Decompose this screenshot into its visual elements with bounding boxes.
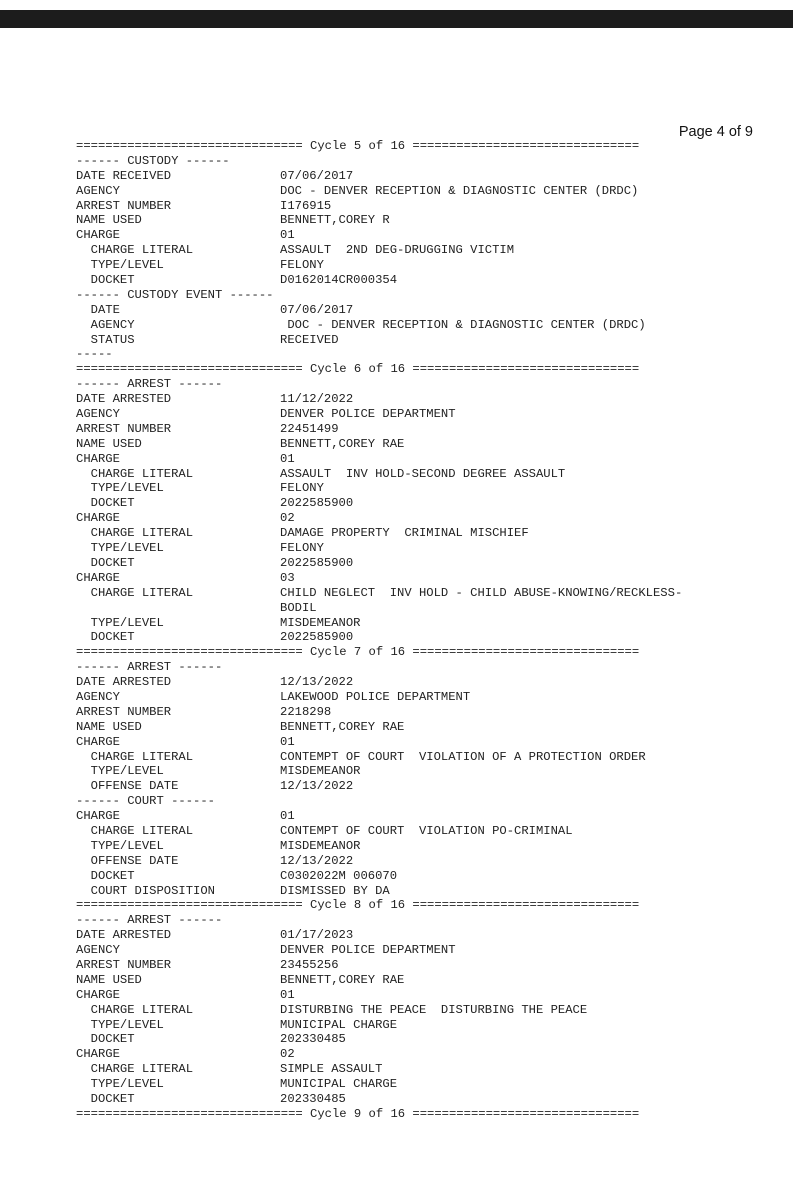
field-value: CONTEMPT OF COURT VIOLATION PO-CRIMINAL bbox=[280, 823, 573, 838]
field-value: 12/13/2022 bbox=[280, 675, 354, 690]
field-label: AGENCY bbox=[76, 407, 120, 422]
field-label: DATE ARRESTED bbox=[76, 928, 172, 943]
field-label: DOCKET bbox=[76, 1032, 135, 1047]
field-label: CHARGE LITERAL bbox=[76, 585, 194, 600]
field-label: STATUS bbox=[76, 332, 135, 347]
report-field-row bbox=[76, 481, 781, 496]
report-field-row bbox=[76, 303, 781, 318]
field-label: ARREST NUMBER bbox=[76, 421, 172, 436]
field-label: TYPE/LEVEL bbox=[76, 541, 164, 556]
report-field-row bbox=[76, 392, 781, 407]
cycle-separator bbox=[76, 139, 781, 154]
page-number: Page 4 of 9 bbox=[678, 124, 753, 140]
section-header-text: ------ COURT ------ bbox=[76, 794, 215, 809]
report-field-row bbox=[76, 496, 781, 511]
section-header-text: ----- bbox=[76, 347, 113, 362]
report-field-row bbox=[76, 199, 781, 214]
field-label: DOCKET bbox=[76, 273, 135, 288]
report-field-row bbox=[76, 764, 781, 779]
field-value: 11/12/2022 bbox=[280, 392, 354, 407]
report-field-row bbox=[76, 1032, 781, 1047]
field-value: DAMAGE PROPERTY CRIMINAL MISCHIEF bbox=[280, 526, 529, 541]
cycle-separator-text: =============================== Cycle 8 of 16 =============================== bbox=[76, 898, 640, 913]
field-label: CHARGE bbox=[76, 809, 120, 824]
field-value: DOC - DENVER RECEPTION & DIAGNOSTIC CENTER (DRDC) bbox=[280, 183, 639, 198]
report-field-row bbox=[76, 1047, 781, 1062]
cycle-separator-text: =============================== Cycle 6 of 16 =============================== bbox=[76, 362, 640, 377]
field-value: 23455256 bbox=[280, 957, 339, 972]
field-value: 02 bbox=[280, 1047, 295, 1062]
report-field-row bbox=[76, 705, 781, 720]
section-header bbox=[76, 913, 781, 928]
field-label: NAME USED bbox=[76, 719, 142, 734]
report-field-row bbox=[76, 452, 781, 467]
cycle-separator-text: =============================== Cycle 5 of 16 =============================== bbox=[76, 139, 640, 153]
field-label: TYPE/LEVEL bbox=[76, 1017, 164, 1032]
field-label: NAME USED bbox=[76, 436, 142, 451]
field-label: AGENCY bbox=[76, 689, 120, 704]
criminal-history-report bbox=[76, 139, 781, 1122]
field-value: LAKEWOOD POLICE DEPARTMENT bbox=[280, 689, 471, 704]
field-label: TYPE/LEVEL bbox=[76, 615, 164, 630]
report-field-row bbox=[76, 839, 781, 854]
field-value: 01 bbox=[280, 987, 295, 1002]
cycle-separator bbox=[76, 1107, 781, 1122]
report-field-row bbox=[76, 675, 781, 690]
cycle-separator bbox=[76, 645, 781, 660]
report-field-row bbox=[76, 735, 781, 750]
report-field-row bbox=[76, 511, 781, 526]
report-field-row bbox=[76, 169, 781, 184]
report-field-row bbox=[76, 1018, 781, 1033]
field-value: 01 bbox=[280, 228, 295, 243]
field-value: 12/13/2022 bbox=[280, 853, 354, 868]
field-value: 2218298 bbox=[280, 704, 332, 719]
section-header bbox=[76, 377, 781, 392]
section-header-text: ------ CUSTODY EVENT ------ bbox=[76, 287, 274, 302]
field-label: DOCKET bbox=[76, 496, 135, 511]
report-field-row bbox=[76, 928, 781, 943]
field-value: C0302022M 006070 bbox=[280, 868, 398, 883]
report-field-row bbox=[76, 601, 781, 616]
section-header bbox=[76, 154, 781, 169]
report-field-row bbox=[76, 556, 781, 571]
field-label: CHARGE bbox=[76, 734, 120, 749]
field-label: ARREST NUMBER bbox=[76, 704, 172, 719]
field-label: CHARGE LITERAL bbox=[76, 526, 194, 541]
field-value: I176915 bbox=[280, 198, 332, 213]
field-value: FELONY bbox=[280, 541, 324, 556]
field-label: AGENCY bbox=[76, 317, 135, 332]
field-value: 01/17/2023 bbox=[280, 928, 354, 943]
field-value: RECEIVED bbox=[280, 332, 339, 347]
report-field-row bbox=[76, 467, 781, 482]
field-value: 202330485 bbox=[280, 1092, 346, 1106]
field-value: DENVER POLICE DEPARTMENT bbox=[280, 407, 456, 422]
field-value: BENNETT,COREY RAE bbox=[280, 972, 405, 987]
field-value: D0162014CR000354 bbox=[280, 273, 398, 288]
field-label: CHARGE LITERAL bbox=[76, 466, 194, 481]
report-field-row bbox=[76, 243, 781, 258]
field-value: 202330485 bbox=[280, 1032, 346, 1047]
report-field-row bbox=[76, 720, 781, 735]
field-label: CHARGE bbox=[76, 451, 120, 466]
field-value: 2022585900 bbox=[280, 630, 354, 645]
field-value: CHILD NEGLECT INV HOLD - CHILD ABUSE-KNOWING/RECKLESS- bbox=[280, 585, 683, 600]
section-header bbox=[76, 347, 781, 362]
report-field-row bbox=[76, 1092, 781, 1107]
report-field-row bbox=[76, 884, 781, 899]
field-value: 01 bbox=[280, 451, 295, 466]
report-field-row bbox=[76, 318, 781, 333]
field-value: FELONY bbox=[280, 481, 324, 496]
field-value: 01 bbox=[280, 809, 295, 824]
field-label: DATE ARRESTED bbox=[76, 675, 172, 690]
report-field-row bbox=[76, 184, 781, 199]
field-value: 22451499 bbox=[280, 421, 339, 436]
field-label: DOCKET bbox=[76, 555, 135, 570]
section-header bbox=[76, 794, 781, 809]
report-field-row bbox=[76, 228, 781, 243]
field-value: 02 bbox=[280, 511, 295, 526]
report-field-row bbox=[76, 690, 781, 705]
field-value: MISDEMEANOR bbox=[280, 764, 361, 779]
field-value: 07/06/2017 bbox=[280, 302, 354, 317]
cycle-separator-text: =============================== Cycle 7 of 16 =============================== bbox=[76, 645, 640, 660]
field-label: TYPE/LEVEL bbox=[76, 1077, 164, 1092]
report-field-row bbox=[76, 809, 781, 824]
field-label: TYPE/LEVEL bbox=[76, 764, 164, 779]
field-value: DENVER POLICE DEPARTMENT bbox=[280, 943, 456, 958]
field-label: AGENCY bbox=[76, 943, 120, 958]
field-label: ARREST NUMBER bbox=[76, 198, 172, 213]
field-label: CHARGE bbox=[76, 570, 120, 585]
field-value: 07/06/2017 bbox=[280, 168, 354, 183]
field-label: DATE bbox=[76, 302, 120, 317]
field-value: MUNICIPAL CHARGE bbox=[280, 1017, 398, 1032]
field-value: 01 bbox=[280, 734, 295, 749]
report-field-row bbox=[76, 407, 781, 422]
report-field-row bbox=[76, 616, 781, 631]
field-label: CHARGE LITERAL bbox=[76, 1062, 194, 1077]
field-label: CHARGE bbox=[76, 1047, 120, 1062]
field-value: DOC - DENVER RECEPTION & DIAGNOSTIC CENTER (DRDC) bbox=[280, 317, 646, 332]
field-value: MISDEMEANOR bbox=[280, 838, 361, 853]
field-value: 12/13/2022 bbox=[280, 779, 354, 794]
report-field-row bbox=[76, 571, 781, 586]
field-label: TYPE/LEVEL bbox=[76, 258, 164, 273]
field-label: TYPE/LEVEL bbox=[76, 481, 164, 496]
report-field-row bbox=[76, 630, 781, 645]
field-value: BENNETT,COREY RAE bbox=[280, 436, 405, 451]
report-field-row bbox=[76, 333, 781, 348]
field-value: 03 bbox=[280, 570, 295, 585]
field-value: MISDEMEANOR bbox=[280, 615, 361, 630]
section-header-text: ------ ARREST ------ bbox=[76, 913, 223, 928]
field-label: ARREST NUMBER bbox=[76, 957, 172, 972]
field-value: BENNETT,COREY RAE bbox=[280, 719, 405, 734]
field-value: ASSAULT 2ND DEG-DRUGGING VICTIM bbox=[280, 243, 515, 258]
report-field-row bbox=[76, 869, 781, 884]
cycle-separator bbox=[76, 362, 781, 377]
report-field-row bbox=[76, 437, 781, 452]
field-label: TYPE/LEVEL bbox=[76, 838, 164, 853]
field-value: DISMISSED BY DA bbox=[280, 883, 390, 898]
field-value: ASSAULT INV HOLD-SECOND DEGREE ASSAULT bbox=[280, 466, 566, 481]
field-label: CHARGE LITERAL bbox=[76, 243, 194, 258]
field-label: NAME USED bbox=[76, 213, 142, 228]
report-field-row bbox=[76, 213, 781, 228]
report-field-row bbox=[76, 586, 781, 601]
report-field-row bbox=[76, 541, 781, 556]
field-label: CHARGE LITERAL bbox=[76, 749, 194, 764]
report-field-row bbox=[76, 750, 781, 765]
cycle-separator bbox=[76, 898, 781, 913]
field-label: CHARGE bbox=[76, 228, 120, 243]
report-field-row bbox=[76, 1003, 781, 1018]
report-field-row bbox=[76, 258, 781, 273]
field-label: CHARGE bbox=[76, 987, 120, 1002]
field-label: COURT DISPOSITION bbox=[76, 883, 215, 898]
field-value: DISTURBING THE PEACE DISTURBING THE PEACE bbox=[280, 1002, 588, 1017]
field-label: CHARGE bbox=[76, 511, 120, 526]
field-label: AGENCY bbox=[76, 183, 120, 198]
section-header bbox=[76, 660, 781, 675]
field-label: DOCKET bbox=[76, 1092, 135, 1106]
field-value: 2022585900 bbox=[280, 555, 354, 570]
section-header-text: ------ ARREST ------ bbox=[76, 377, 223, 392]
report-field-row bbox=[76, 779, 781, 794]
field-value: BENNETT,COREY R bbox=[280, 213, 390, 228]
section-header-text: ------ CUSTODY ------ bbox=[76, 153, 230, 168]
report-field-row bbox=[76, 422, 781, 437]
field-label: DATE ARRESTED bbox=[76, 392, 172, 407]
field-value: SIMPLE ASSAULT bbox=[280, 1062, 383, 1077]
report-field-row bbox=[76, 988, 781, 1003]
section-header bbox=[76, 288, 781, 303]
report-field-row bbox=[76, 854, 781, 869]
field-label: DATE RECEIVED bbox=[76, 168, 172, 183]
field-label: NAME USED bbox=[76, 972, 142, 987]
field-label: CHARGE LITERAL bbox=[76, 1002, 194, 1017]
field-value: FELONY bbox=[280, 258, 324, 273]
report-field-row bbox=[76, 1062, 781, 1077]
field-value: MUNICIPAL CHARGE bbox=[280, 1077, 398, 1092]
field-value: CONTEMPT OF COURT VIOLATION OF A PROTECTION ORDER bbox=[280, 749, 646, 764]
field-label: OFFENSE DATE bbox=[76, 779, 179, 794]
field-label: OFFENSE DATE bbox=[76, 853, 179, 868]
field-value: BODIL bbox=[280, 600, 317, 615]
report-field-row bbox=[76, 824, 781, 839]
report-field-row bbox=[76, 958, 781, 973]
top-bar bbox=[0, 10, 793, 28]
field-value: 2022585900 bbox=[280, 496, 354, 511]
report-field-row bbox=[76, 526, 781, 541]
field-label: DOCKET bbox=[76, 868, 135, 883]
report-field-row bbox=[76, 973, 781, 988]
report-field-row bbox=[76, 943, 781, 958]
report-field-row bbox=[76, 1077, 781, 1092]
section-header-text: ------ ARREST ------ bbox=[76, 660, 223, 675]
field-label: DOCKET bbox=[76, 630, 135, 645]
report-field-row bbox=[76, 273, 781, 288]
cycle-separator-text: =============================== Cycle 9 of 16 =============================== bbox=[76, 1106, 640, 1121]
field-label: CHARGE LITERAL bbox=[76, 823, 194, 838]
